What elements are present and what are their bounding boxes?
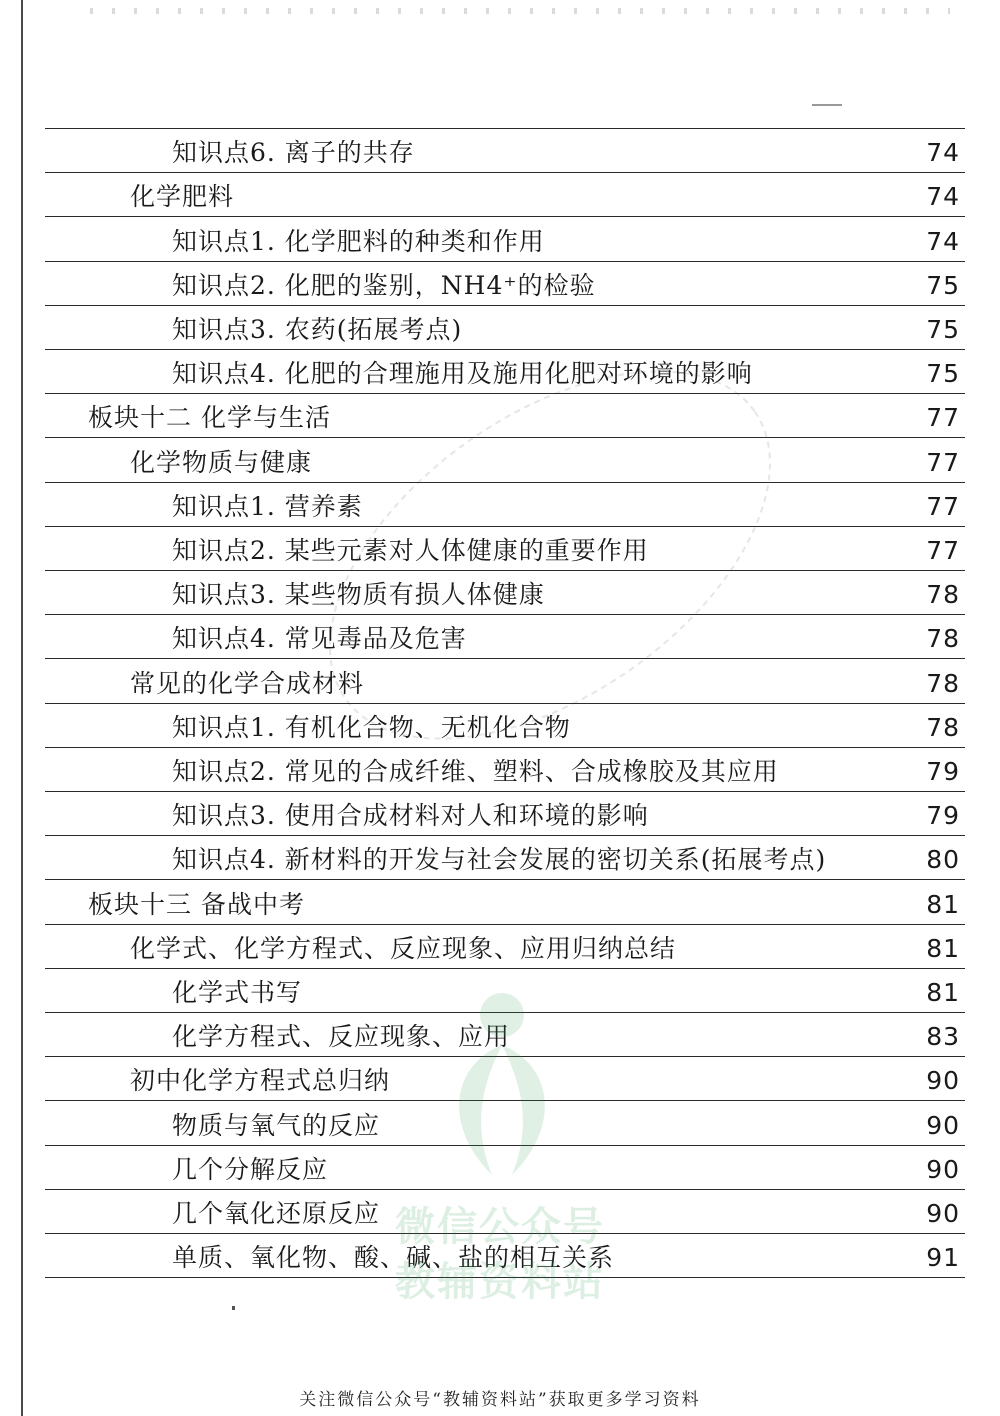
toc-page-number: 77: [926, 536, 960, 565]
ruled-line: [45, 570, 965, 571]
toc-chapter-title: 化学物质与健康: [130, 447, 313, 477]
toc-knowledge-point: 知识点2. 化肥的鉴别，NH4⁺的检验: [172, 270, 596, 300]
watermark-line1: 微信公众号: [395, 1204, 605, 1250]
toc-knowledge-point: 单质、氧化物、酸、碱、盐的相互关系: [172, 1243, 615, 1273]
toc-chapter-title: 常见的化学合成材料: [130, 668, 365, 698]
toc-knowledge-point: 知识点4. 新材料的开发与社会发展的密切关系(拓展考点): [172, 845, 827, 875]
ruled-line: [45, 703, 965, 704]
ruled-line: [45, 261, 965, 262]
ruled-line: [45, 614, 965, 615]
toc-knowledge-point: 知识点2. 某些元素对人体健康的重要作用: [172, 536, 649, 565]
ruled-line: [45, 747, 965, 748]
toc-knowledge-point: 化学方程式、反应现象、应用: [172, 1022, 511, 1052]
toc-section-title: 板块十三 备战中考: [88, 889, 305, 919]
toc-knowledge-point: 知识点1. 有机化合物、无机化合物: [172, 712, 571, 742]
toc-knowledge-point: 知识点2. 常见的合成纤维、塑料、合成橡胶及其应用: [172, 757, 779, 786]
toc-knowledge-point: 知识点1. 化学肥料的种类和作用: [172, 226, 545, 256]
toc-page-number: 80: [926, 845, 960, 875]
toc-chapter-title: 化学肥料: [130, 182, 235, 212]
toc-page-number: 81: [926, 978, 960, 1007]
toc-page-number: 75: [926, 270, 960, 300]
toc-page-number: 90: [926, 1110, 960, 1140]
toc-page-number: 74: [926, 226, 960, 256]
scan-dot: [232, 1306, 235, 1310]
ruled-line: [45, 924, 965, 925]
toc-section-title: 板块十二 化学与生活: [88, 403, 331, 433]
toc-page-number: 75: [926, 315, 960, 344]
toc-page-number: 90: [926, 1154, 960, 1184]
ruled-line: [45, 393, 965, 394]
toc-knowledge-point: 知识点3. 使用合成材料对人和环境的影响: [172, 801, 649, 831]
toc-page-number: 78: [926, 668, 960, 698]
ruled-line: [45, 216, 965, 217]
toc-knowledge-point: 知识点4. 常见毒品及危害: [172, 624, 467, 654]
ruled-line: [45, 128, 965, 129]
toc-page-number: 90: [926, 1199, 960, 1228]
ruled-line: [45, 658, 965, 659]
ruled-line: [45, 172, 965, 173]
toc-page-number: 74: [926, 182, 960, 212]
toc-chapter-title: 初中化学方程式总归纳: [130, 1066, 391, 1096]
toc-page-number: 74: [926, 138, 960, 168]
toc-page-number: 77: [926, 491, 960, 521]
toc-knowledge-point: 知识点3. 农药(拓展考点): [172, 315, 463, 344]
toc-page-number: 75: [926, 359, 960, 389]
toc-knowledge-point: 知识点1. 营养素: [172, 491, 363, 521]
ruled-line: [45, 437, 965, 438]
toc-knowledge-point: 知识点3. 某些物质有损人体健康: [172, 580, 545, 610]
toc-page-number: 78: [926, 712, 960, 742]
toc-page-number: 77: [926, 447, 960, 477]
toc-chapter-title: 化学式、化学方程式、反应现象、应用归纳总结: [130, 933, 677, 963]
page-footer: 关注微信公众号“教辅资料站”获取更多学习资料: [299, 1390, 701, 1410]
toc-page-number: 79: [926, 801, 960, 831]
toc-page-number: 83: [926, 1022, 960, 1052]
toc-page-number: 79: [926, 757, 960, 786]
watermark-line2: 教辅资料站: [395, 1259, 605, 1305]
toc-knowledge-point: 化学式书写: [172, 978, 303, 1007]
toc-knowledge-point: 知识点4. 化肥的合理施用及施用化肥对环境的影响: [172, 359, 753, 389]
toc-page-number: 81: [926, 889, 960, 919]
ruled-line: [45, 349, 965, 350]
ruled-line: [45, 791, 965, 792]
ruled-line: [45, 968, 965, 969]
toc-page-number: 81: [926, 933, 960, 963]
ruled-line: [45, 482, 965, 483]
ruled-line: [45, 526, 965, 527]
leaf-logo-watermark: [432, 985, 572, 1185]
toc-page-number: 91: [926, 1243, 960, 1273]
toc-page-number: 78: [926, 580, 960, 610]
ruled-line: [45, 835, 965, 836]
ruled-line: [45, 879, 965, 880]
toc-knowledge-point: 几个分解反应: [172, 1154, 329, 1184]
toc-knowledge-point: 物质与氧气的反应: [172, 1110, 381, 1140]
toc-page-number: 90: [926, 1066, 960, 1096]
ruled-line: [45, 1189, 965, 1190]
toc-knowledge-point: 几个氧化还原反应: [172, 1199, 381, 1228]
ruled-line: [45, 305, 965, 306]
toc-page-number: 78: [926, 624, 960, 654]
toc-knowledge-point: 知识点6. 离子的共存: [172, 138, 415, 168]
toc-page-number: 77: [926, 403, 960, 433]
